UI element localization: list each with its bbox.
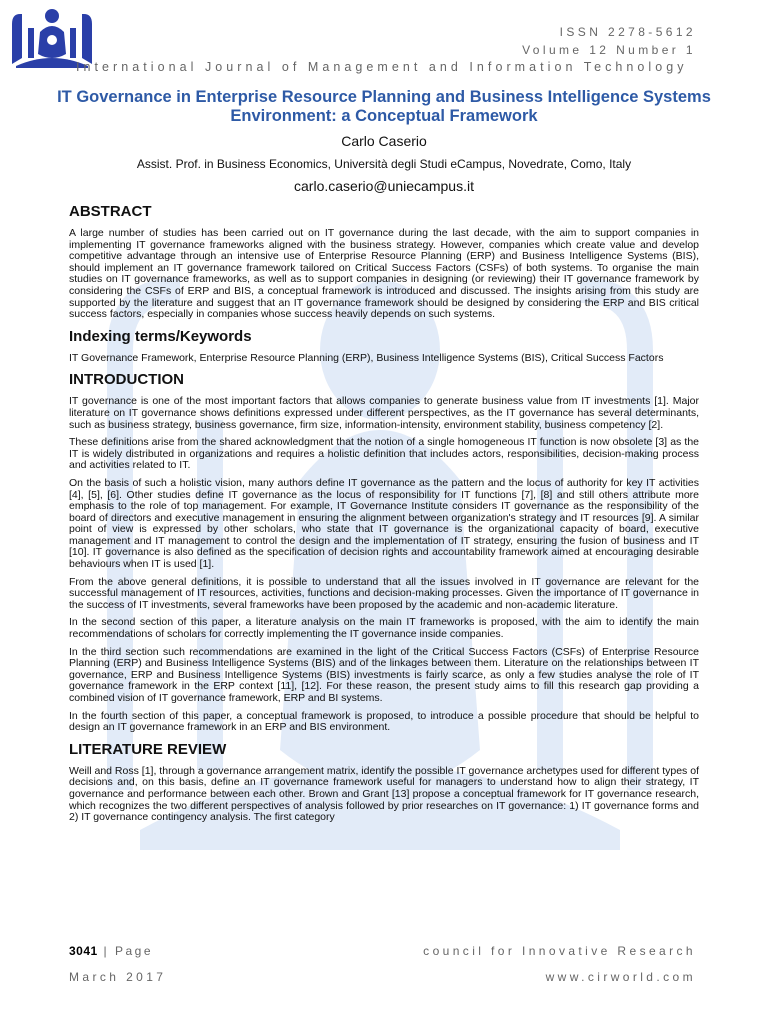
keywords-text: IT Governance Framework, Enterprise Resource Planning (ERP), Business Intelligence Systems (BIS), Critical Success Factors [69,351,664,364]
literature-review-heading: LITERATURE REVIEW [69,740,227,758]
journal-logo [6,2,98,68]
paper-title: IT Governance in Enterprise Resource Planning and Business Intelligence Systems Environment: a Conceptual Framework [57,88,711,125]
intro-paragraph: In the third section such recommendations are examined in the light of the Critical Success Factors (CSFs) of Enterprise Resource Planning (ERP) and Business Intelligence Systems (BIS) and of the linkages between them. Literature on the relationships between IT governance, ERP and Business Intelligence Systems (BIS) investments is fairly scarce, as only a few studies analyse the role of IT governance framework in the ERP context [11], [12]. For these reason, the present study aims to fill this research gap providing a combined vision of IT governance framework, ERP and BI systems. [69,645,699,704]
introduction-heading: INTRODUCTION [69,371,184,389]
volume-number: Volume 12 Number 1 [522,43,696,57]
author-email[interactable]: carlo.caserio@uniecampus.it [294,178,474,194]
publication-date: March 2017 [69,970,167,984]
intro-paragraph: On the basis of such a holistic vision, many authors define IT governance as the pattern and the locus of authority for key IT activities [4], [5], [6]. Other studies define IT governance as the locus of responsibility for IT functions [7], [8] and still others attribute more emphasis to the role of top management. For example, IT Governance Institute considers IT governance as the responsibility of the board of directors and executive management in ensuring the alignment between organization's strategy and IT resources [9]. A similar point of view is expressed by other scholars, who state that IT governance is the organizational capacity of board, executive management and IT management to control the design and the implementation of IT strategy, ensuring the fusion of business and IT [10]. IT governance is also defined as the specification of decision rights and accountability framework aimed at encouraging desirable behaviours when IT is used [1]. [69,476,699,571]
page-label: | Page [103,944,154,958]
intro-paragraph: In the second section of this paper, a literature analysis on the main IT frameworks is proposed, with the aim to identify the main recommendations of scholars for correctly implementing the IT governance inside companies. [69,616,699,641]
author-affiliation: Assist. Prof. in Business Economics, Università degli Studi eCampus, Novedrate, Como, Italy [136,157,632,171]
intro-paragraph: In the fourth section of this paper, a conceptual framework is proposed, to introduce a possible procedure that should be helpful to design an IT governance framework in an ERP and BIS environment. [69,709,699,734]
intro-paragraph: IT governance is one of the most important factors that allows companies to generate business value from IT investments [1]. Major literature on IT governance shows definitions expressed under different perspectives, as the IT governance has several determinants, such as business strategy, business governance, firm size, information-intensity, environment stability, business competency [2]. [69,395,699,431]
keywords-heading: Indexing terms/Keywords [69,327,252,345]
intro-paragraph: These definitions arise from the shared acknowledgment that the notion of a single homogeneous IT function is now obsolete [3] as the IT is widely distributed in organizations and requires a holistic definition that includes actors, responsibilities, decision-making process and activities related to IT. [69,436,699,472]
publisher-website[interactable]: www.cirworld.com [545,970,696,984]
author-name: Carlo Caserio [341,133,427,149]
abstract-heading: ABSTRACT [69,203,152,220]
issn: ISSN 2278-5612 [559,25,696,39]
literature-paragraph: Weill and Ross [1], through a governance arrangement matrix, identify the possible IT governance archetypes used for different types of decisions and, on this basis, define an IT governance framework useful for managers to understand how to align their strategy, IT governance and performance between each other. Brown and Grant [13] propose a conceptual framework for IT governance research, which recognizes the two different perspectives of analysis followed by prior researches on IT governance: 1) IT governance forms and 2) IT governance contingency analysis. The first category [69,764,699,824]
publisher-name: council for Innovative Research [423,944,696,958]
paper-body [69,200,699,830]
page-number: 3041 [69,944,98,958]
abstract-text: A large number of studies has been carried out on IT governance during the last decade, with the aim to support companies in implementing IT governance frameworks aligned with the business strategy. However, companies which create value and develop competitive advantage through an intensive use of Enterprise Resource Planning (ERP) and Business Intelligence Systems (BIS), should implement an IT governance framework tailored on Critical Success Factors (CSFs) of both systems. To organise the main studies on IT governance frameworks, as well as to support companies in designing (or reviewing) their IT governance framework by considering the CSFs of ERP and BIS, a conceptual framework is introduced and discussed. The insights arising from this study are supported by the literature and suggest that an IT governance framework should be designed by considering the ERP and BIS critical success factors, especially in companies whose success heavily depends on such systems. [69,227,699,321]
intro-paragraph: From the above general definitions, it is possible to understand that all the issues involved in IT governance are relevant for the successful management of IT resources, activities, functions and decision-making processes. Given the importance of IT governance in the success of IT investments, several frameworks have been proposed by the academic and non-academic literature. [69,575,699,611]
page-footer-number [69,944,153,958]
journal-name: International Journal of Management and Information Technology [76,60,688,74]
